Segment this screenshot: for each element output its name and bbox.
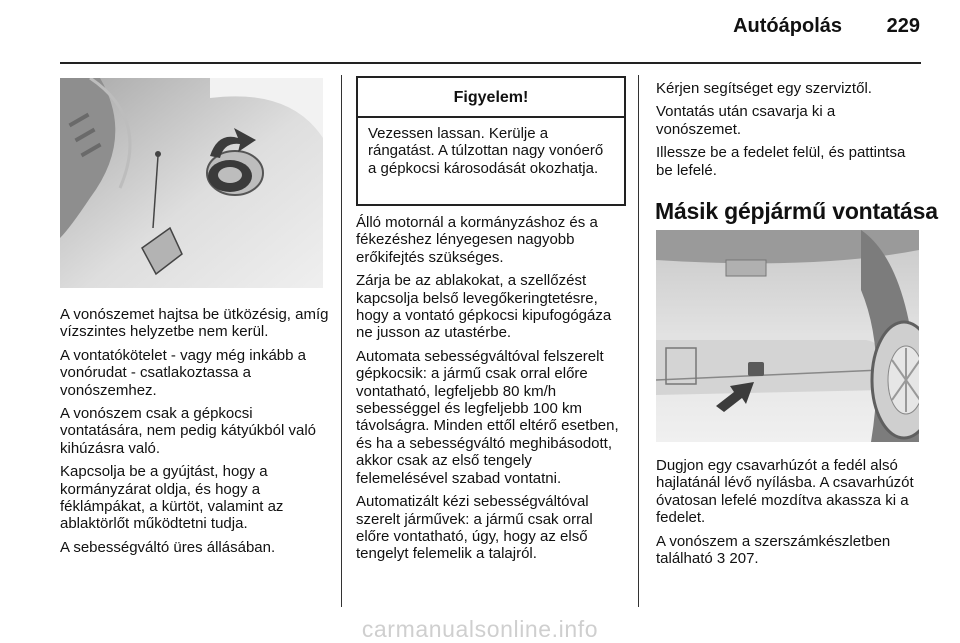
towing-eye-front-illustration [60,78,323,288]
paragraph: A vonószemet hajtsa be ütközésig, amíg vízszintes helyzetbe nem kerül. [60,306,329,341]
page-header-title: Autóápolás [733,15,842,37]
warning-text: Vezessen lassan. Kerülje a rángatást. A túlzottan nagy vonóerő a gépkocsi károsodását okozhatja. [368,125,604,177]
paragraph: Kapcsolja be a gyújtást, hogy a kormányzárat oldja, és hogy a féklámpákat, a kürtöt, valamint az ablaktörlőt működtetni tudja. [60,463,284,533]
column-1-text [60,306,330,562]
column-3-top-text [656,80,924,185]
paragraph: Vontatás után csavarja ki a vonószemet. [656,103,836,138]
footer-watermark: carmanualsonline.info [361,616,599,642]
paragraph: A vontatókötelet - vagy még inkább a vonórudat - csatlakoztassa a vonószemhez. [60,346,306,399]
warning-box [356,76,626,206]
paragraph: A vonószem a szerszámkészletben található 3 207. [656,532,891,568]
column-3-bottom-text [656,457,924,573]
paragraph: Automata sebességváltóval felszerelt gépkocsik: a jármű csak orral előre vontatható, legfeljebb 80 km/h sebességgel és legfeljebb 100 km távolságra. Minden ettől eltérő esetben, és ha a sebességváltó meghibásodott, akkor csak az első tengely felemelésével szabad vontatni. [356,347,619,487]
column-2-text [356,214,626,569]
paragraph: Álló motornál a kormányzáshoz és a fékezéshez lényegesen nagyobb erőkifejtés szükséges. [356,214,598,266]
warning-title: Figyelem! [358,78,624,118]
column-divider-left [341,75,342,607]
paragraph: Automatizált kézi sebességváltóval szerelt járművek: a jármű csak orral előre vontatható, úgy, hogy az első tengelyt felemelik a talajról. [356,493,593,563]
paragraph: A vonószem csak a gépkocsi vontatására, nem pedig kátyúkból való kihúzásra való. [60,405,316,457]
page-number: 229 [886,15,920,37]
rear-towing-eye-illustration [656,230,919,442]
paragraph: Kérjen segítséget egy szerviztől. [656,80,872,97]
paragraph: A sebességváltó üres állásában. [60,538,276,556]
paragraph: Dugjon egy csavarhúzót a fedél alsó hajlatánál lévő nyílásba. A csavarhúzót óvatosan lefelé mozdítva akassza ki a fedelet. [656,457,914,527]
paragraph: Zárja be az ablakokat, a szellőzést kapcsolja belső levegőkeringtetésre, hogy a vontató gépkocsi kipufogógáza ne jusson az utastérbe. [356,272,612,342]
column-divider-right [638,75,639,607]
paragraph: Illessze be a fedelet felül, és pattintsa be lefelé. [656,144,906,179]
section-heading: Másik gépjármű vontatása [655,198,938,224]
header-rule [60,62,921,64]
